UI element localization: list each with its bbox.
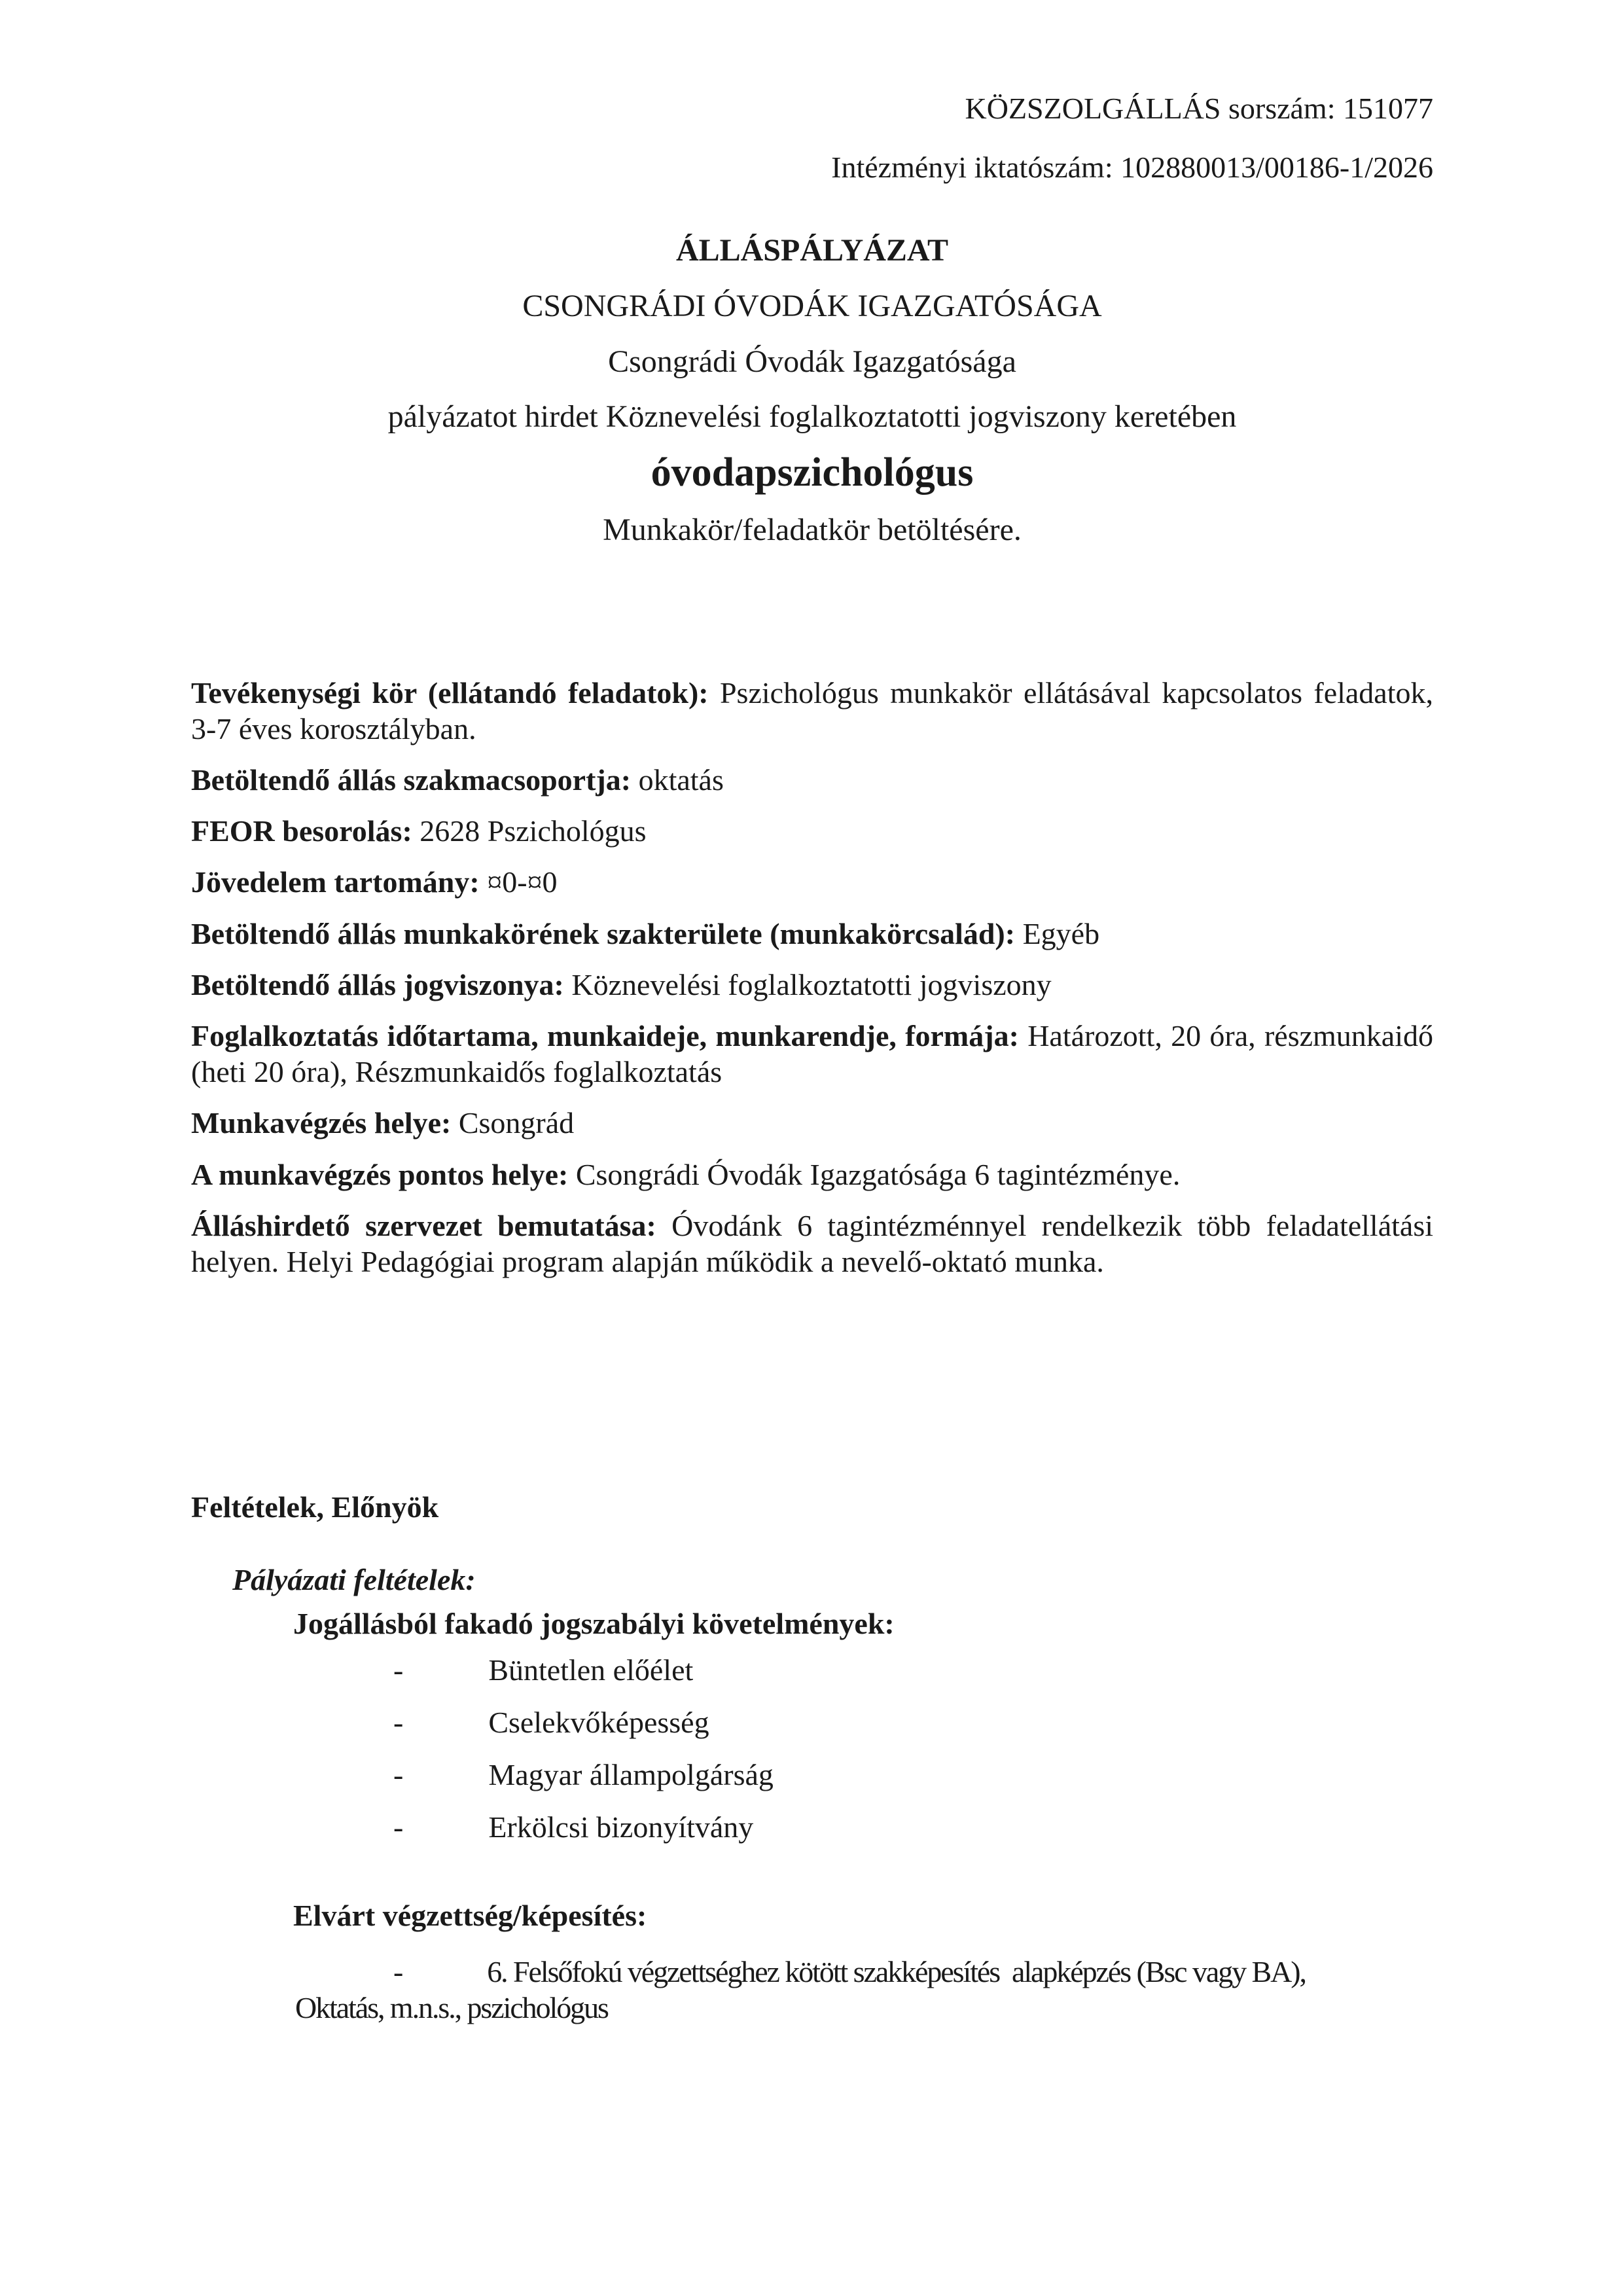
detail-label: Jövedelem tartomány: — [191, 865, 480, 899]
serial-number-line: KÖZSZOLGÁLLÁS sorszám: 151077 — [965, 92, 1433, 125]
required-qualification-heading: Elvárt végzettség/képesítés: — [293, 1899, 647, 1933]
bullet-dash: - — [393, 1810, 404, 1844]
detail-row — [191, 864, 1433, 900]
title-block — [191, 232, 1433, 548]
bullet-dash: - — [393, 1705, 404, 1739]
document-title: ÁLLÁSPÁLYÁZAT — [675, 233, 949, 268]
qualification-list-item — [295, 1954, 1433, 2026]
list-item-text: Erkölcsi bizonyítvány — [488, 1810, 754, 1844]
list-item — [295, 1652, 1433, 1688]
announcement-line: pályázatot hirdet Köznevelési foglalkoztatotti jogviszony keretében — [387, 399, 1237, 435]
position-purpose-line: Munkakör/feladatkör betöltésére. — [603, 512, 1022, 548]
detail-label: A munkavégzés pontos helye: — [191, 1157, 569, 1191]
bullet-dash: - — [393, 1954, 402, 1988]
bullet-dash: - — [393, 1758, 404, 1792]
legal-requirements-list — [191, 1652, 1433, 1846]
detail-row — [191, 967, 1433, 1003]
detail-row — [191, 1018, 1433, 1090]
detail-value: oktatás — [638, 763, 724, 797]
detail-value: Csongrádi Óvodák Igazgatósága 6 tagintézménye. — [575, 1157, 1181, 1191]
conditions-section — [191, 1489, 1433, 2026]
detail-value: Köznevelési foglalkoztatotti jogviszony — [571, 967, 1052, 1001]
detail-row — [191, 813, 1433, 849]
detail-label: Álláshirdető szervezet bemutatása: — [191, 1208, 656, 1242]
detail-label: FEOR besorolás: — [191, 814, 412, 848]
list-item — [295, 1704, 1433, 1740]
detail-value: 2628 Pszichológus — [419, 814, 647, 848]
application-conditions-heading: Pályázati feltételek: — [232, 1563, 476, 1597]
qualification-text-line1: 6. Felsőfokú végzettséghez kötött szakképesítés alapképzés (Bsc vagy BA), — [487, 1954, 1306, 1988]
detail-value: ¤0-¤0 — [487, 865, 558, 899]
organization-caps: CSONGRÁDI ÓVODÁK IGAZGATÓSÁGA — [522, 288, 1102, 323]
list-item-text: Cselekvőképesség — [488, 1705, 709, 1739]
bullet-dash: - — [393, 1653, 404, 1687]
detail-label: Foglalkoztatás időtartama, munkaideje, munkarendje, formája: — [191, 1019, 1019, 1053]
list-item-text: Büntetlen előélet — [488, 1653, 694, 1687]
registry-number-line: Intézményi iktatószám: 102880013/00186-1/2026 — [831, 151, 1433, 185]
detail-value: Egyéb — [1022, 916, 1100, 950]
detail-row — [191, 1105, 1433, 1141]
position-title: óvodapszichológus — [651, 450, 974, 495]
job-details — [191, 675, 1433, 1280]
detail-row — [191, 916, 1433, 952]
list-item-text: Magyar állampolgárság — [488, 1758, 774, 1792]
detail-value: Határozott, 20 óra, részmunkaidő (heti 20 óra), Részmunkaidős foglalkoztatás — [191, 1019, 1434, 1089]
detail-row — [191, 1157, 1433, 1193]
detail-label: Betöltendő állás munkakörének szakterülete (munkakörcsalád): — [191, 916, 1016, 950]
detail-label: Munkavégzés helye: — [191, 1106, 452, 1140]
detail-value: Csongrád — [458, 1106, 575, 1140]
qualification-text-line2: Oktatás, m.n.s., pszichológus — [295, 1990, 608, 2024]
list-item — [295, 1809, 1433, 1845]
list-item — [295, 1757, 1433, 1793]
detail-row — [191, 675, 1433, 747]
organization-name: Csongrádi Óvodák Igazgatósága — [608, 344, 1016, 379]
detail-label: Betöltendő állás jogviszonya: — [191, 967, 564, 1001]
detail-label: Betöltendő állás szakmacsoportja: — [191, 763, 632, 797]
detail-row — [191, 762, 1433, 798]
detail-label: Tevékenységi kör (ellátandó feladatok): — [191, 675, 709, 709]
legal-requirements-heading: Jogállásból fakadó jogszabályi követelmények: — [293, 1606, 895, 1640]
detail-value: Pszichológus munkakör ellátásával kapcsolatos feladatok, 3-7 éves korosztályban. — [191, 675, 1434, 745]
document-header — [191, 90, 1433, 185]
conditions-heading: Feltételek, Előnyök — [191, 1490, 439, 1524]
detail-row — [191, 1208, 1433, 1280]
detail-value: Óvodánk 6 tagintézménnyel rendelkezik több feladatellátási helyen. Helyi Pedagógiai program alapján működik a nevelő-oktató munka. — [191, 1208, 1433, 1278]
